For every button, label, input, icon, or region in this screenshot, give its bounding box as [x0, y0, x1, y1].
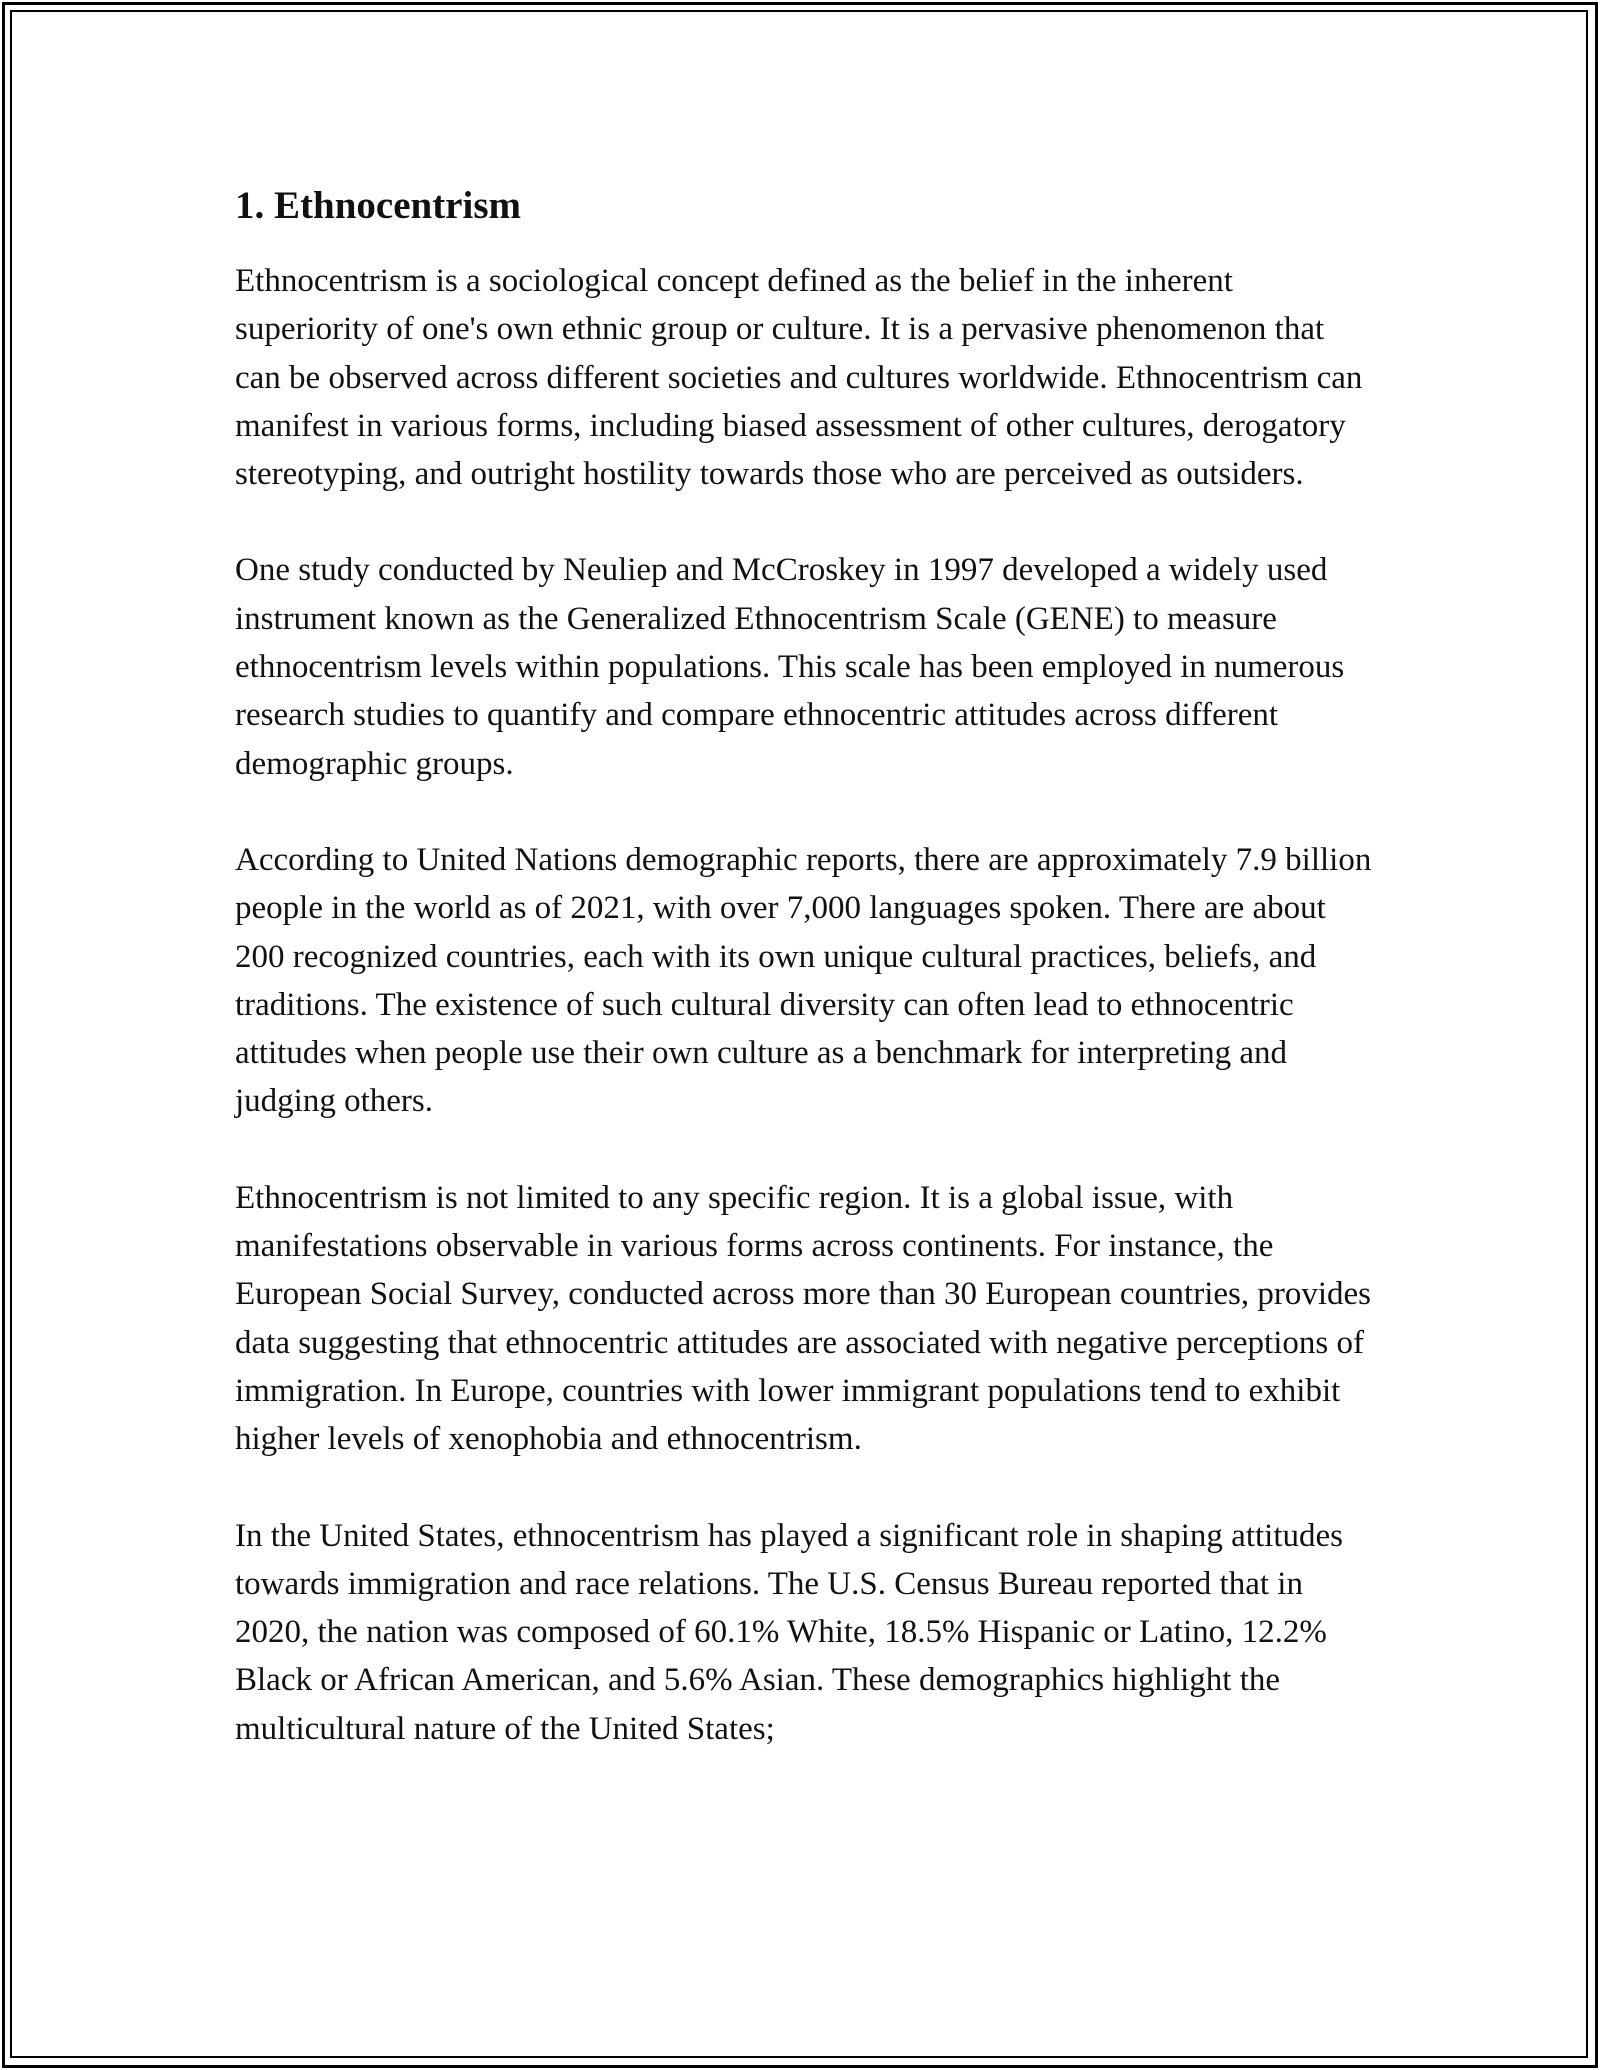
document-body	[235, 183, 1375, 1801]
section-heading: 1. Ethnocentrism	[235, 184, 521, 227]
paragraph-gene-study: One study conducted by Neuliep and McCroskey in 1997 developed a widely used instrument known as the Generalized Ethnocentrism Scale (GENE) to measure ethnocentrism levels within populations. This scale has been employed in numerous research studies to quantify and compare ethnocentric attitudes across different demographic groups.	[235, 552, 1345, 782]
paragraph-un-demographics: According to United Nations demographic reports, there are approximately 7.9 billion people in the world as of 2021, with over 7,000 languages spoken. There are about 200 recognized countries, each with its own unique cultural practices, beliefs, and traditions. The existence of such cultural diversity can often lead to ethnocentric attitudes when people use their own culture as a benchmark for interpreting and judging others.	[235, 841, 1372, 1120]
paragraph-definition: Ethnocentrism is a sociological concept defined as the belief in the inherent superiority of one's own ethnic group or culture. It is a pervasive phenomenon that can be observed across different societies and cultures worldwide. Ethnocentrism can manifest in various forms, including biased assessment of other cultures, derogatory stereotyping, and outright hostility towards those who are perceived as outsiders.	[235, 263, 1363, 493]
paragraph-global-issue: Ethnocentrism is not limited to any specific region. It is a global issue, with manifestations observable in various forms across continents. For instance, the European Social Survey, conducted across more than 30 European countries, provides data suggesting that ethnocentric attitudes are associated with negative perceptions of immigration. In Europe, countries with lower immigrant populations tend to exhibit higher levels of xenophobia and ethnocentrism.	[235, 1179, 1372, 1458]
paragraph-united-states: In the United States, ethnocentrism has played a significant role in shaping attitudes towards immigration and race relations. The U.S. Census Bureau reported that in 2020, the nation was composed of 60.1% White, 18.5% Hispanic or Latino, 12.2% Black or African American, and 5.6% Asian. These demographics highlight the multicultural nature of the United States;	[235, 1517, 1343, 1747]
